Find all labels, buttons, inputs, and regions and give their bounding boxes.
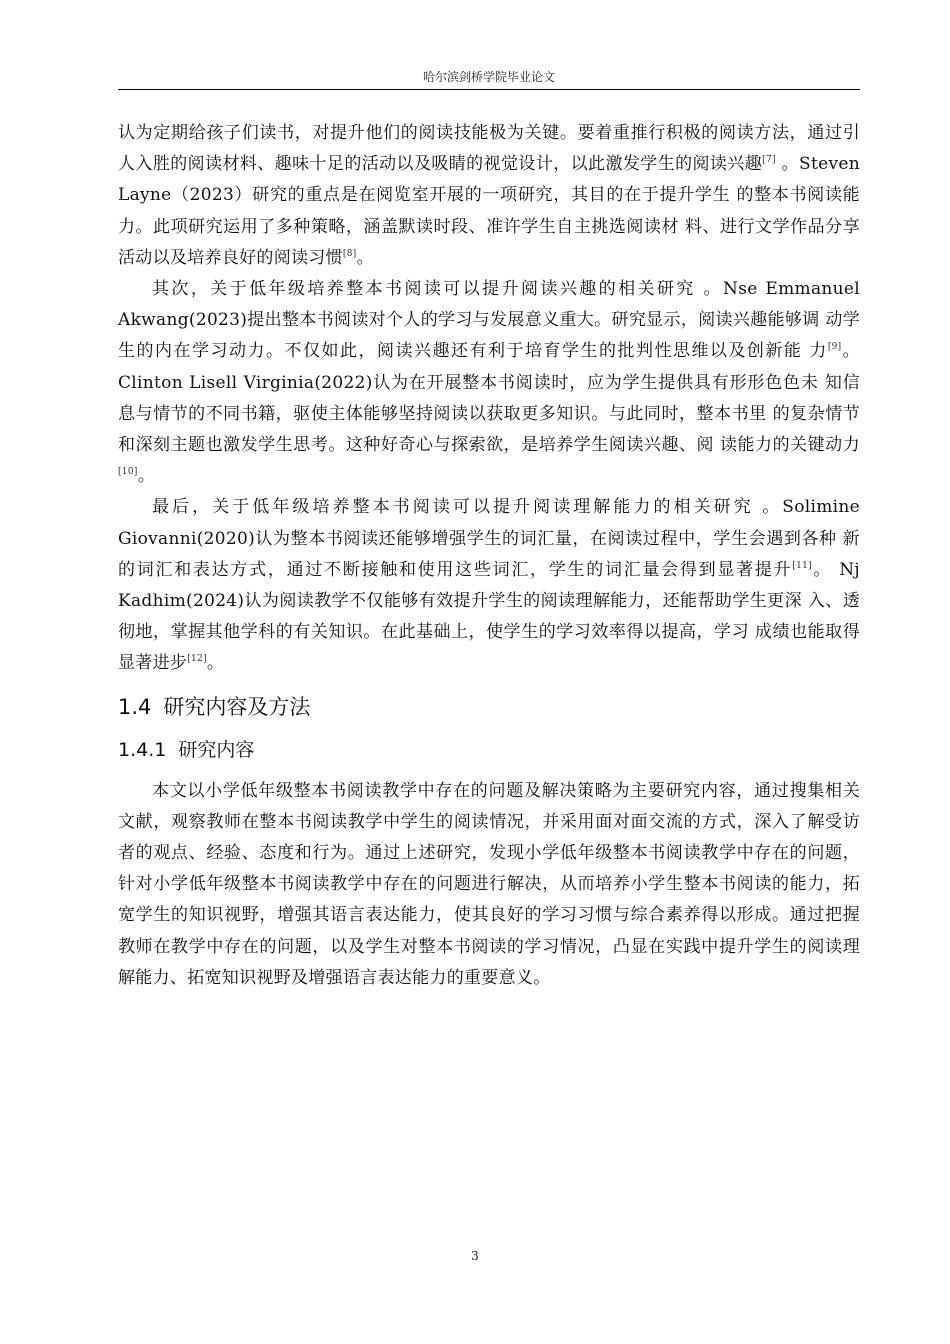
citation-11: [11]	[792, 560, 812, 571]
paragraph-1-text-end: 。	[356, 247, 374, 268]
subsection-title: 研究内容	[178, 738, 255, 761]
paragraph-3-text-end: 。	[206, 653, 225, 674]
citation-8: [8]	[342, 248, 357, 259]
citation-10: [10]	[118, 467, 138, 478]
paragraph-3	[118, 492, 860, 679]
subsection-number: 1.4.1	[118, 738, 167, 761]
paragraph-1-text-b: 。Steven Layne（2023）研究的重点是在阅览室开展的一项研究，其目的在于提升学生 的整本书阅读能力。此项研究运用了多种策略，涵盖默读时段、准许学生自主挑选阅读材 料、进行文学作品分享活动以及培养良好的阅读习惯	[118, 154, 860, 268]
running-header: 哈尔滨剑桥学院毕业论文	[422, 70, 555, 84]
citation-12: [12]	[187, 654, 207, 665]
paragraph-1-text-a: 认为定期给孩子们读书，对提升他们的阅读技能极为关键。要着重推行积极的阅读方法，通过引人入胜的阅读材料、趣味十足的活动以及吸睛的视觉设计，以此激发学生的阅读兴趣	[118, 123, 860, 175]
paragraph-2	[118, 274, 860, 492]
paragraph-3-text-a: 最后，关于低年级培养整本书阅读可以提升阅读理解能力的相关研究 。Solimine Giovanni(2020)认为整本书阅读还能够增强学生的词汇量，在阅读过程中，学生会遇到各种 新的词汇和表达方式，通过不断接触和使用这些词汇，学生的词汇量会得到显著提升	[118, 497, 860, 580]
citation-9: [9]	[827, 342, 842, 353]
header-divider	[118, 89, 860, 90]
section-heading	[118, 688, 860, 726]
paragraph-1	[118, 118, 860, 274]
paragraph-2-text-end: 。	[137, 466, 155, 487]
body-text	[118, 118, 860, 994]
paragraph-2-text-a: 其次，关于低年级培养整本书阅读可以提升阅读兴趣的相关研究 。Nse Emmanuel Akwang(2023)提出整本书阅读对个人的学习与发展意义重大。研究显示，阅读兴趣能够调 动学生的内在学习动力。不仅如此，阅读兴趣还有利于培育学生的批判性思维以及创新能 力	[118, 279, 860, 362]
page-number: 3	[471, 1249, 479, 1263]
paragraph-4: 本文以小学低年级整本书阅读教学中存在的问题及解决策略为主要研究内容，通过搜集相关文献，观察教师在整本书阅读教学中学生的阅读情况，并采用面对面交流的方式，深入了解受访者的观点、经验、态度和行为。通过上述研究，发现小学低年级整本书阅读教学中存在的问题，针对小学低年级整本书阅读教学中存在的问题进行解决，从而培养小学生整本书阅读的能力，拓宽学生的知识视野，增强其语言表达能力，使其良好的学习习惯与综合素养得以形成。通过把握教师在教学中存在的问题，以及学生对整本书阅读的学习情况，凸显在实践中提升学生的阅读理解能力、拓宽知识视野及增强语言表达能力的重要意义。	[118, 780, 860, 988]
citation-7: [7]	[762, 155, 776, 166]
paragraph-3-text-b: 。 Nj Kadhim(2024)认为阅读教学不仅能够有效提升学生的阅读理解能力，还能帮助学生更深 入、透彻地，掌握其他学科的有关知识。在此基础上，使学生的学习效率得以提高，学习 成绩也能取得显著进步	[118, 559, 860, 674]
section-title: 研究内容及方法	[163, 694, 311, 719]
section-number: 1.4	[118, 694, 152, 719]
subsection-heading	[118, 732, 860, 768]
paragraph-2-text-b: 。Clinton Lisell Virginia(2022)认为在开展整本书阅读时，应为学生提供具有形形色色未 知信息与情节的不同书籍，驱使主体能够坚持阅读以获取更多知识。与此同时，整本书里 的复杂情节和深刻主题也激发学生思考。这种好奇心与探索欲，是培养学生阅读兴趣、阅 读能力的关键动力	[118, 341, 860, 456]
